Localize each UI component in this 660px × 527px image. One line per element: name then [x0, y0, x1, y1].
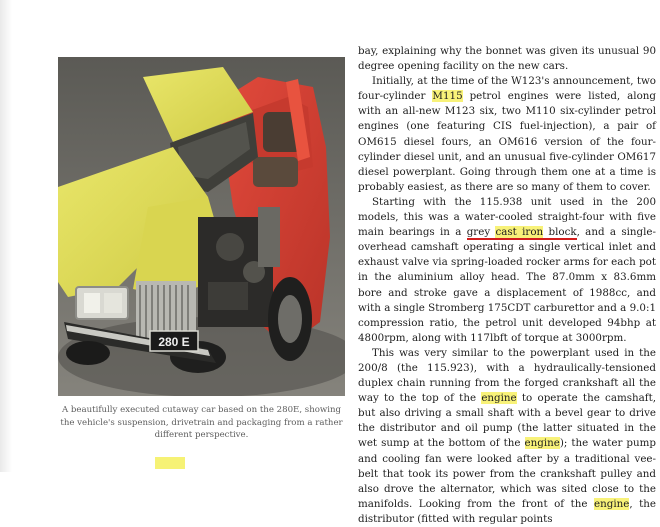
highlighted-term: cast iron	[495, 226, 544, 239]
highlighted-term: M115	[432, 90, 463, 103]
page-gutter-shadow	[0, 0, 12, 472]
highlighted-term: engine	[594, 497, 630, 510]
highlighted-term: engine	[524, 437, 560, 450]
text-run: , and a single-overhead camshaft operating a single vertical inlet and exhaust valve via spring-loaded rocker arms for each pot in the aluminium alloy head. The 87.0mm x 83.6mm bore and stroke gave a displacement of 1988cc, and with a single Stromberg 175CDT carburettor and a 9.0:1 compression ratio, the petrol unit developed 94bhp at 4800rpm, along with 117lbft of torque at 3000rpm.	[358, 226, 656, 344]
text-run: Starting with the 115.938 unit used in the 200 models, this was a water-cooled straight-four with five main bearings in a	[358, 195, 656, 239]
text-run: Initially, at the time of the W123's announcement, two four-cylinder	[358, 75, 656, 103]
text-run: , the distributor (fitted with regular points	[358, 497, 656, 525]
number-plate-text: 280 E	[158, 335, 190, 349]
caption-highlight-mark	[155, 457, 185, 469]
article-text-column	[358, 44, 656, 527]
text-run: petrol engines were listed, along with an all-new M123 six, two M110 six-cylinder petrol engines (one featuring CIS fuel-injection), a pair of OM615 diesel fours, an OM616 version of the four-cylinder diesel unit, and an unusual five-cylinder OM617 diesel powerplant. Going through them one at a time is probably easiest, as there are so many of them to cover.	[358, 90, 657, 193]
article-paragraph	[358, 195, 656, 346]
cutaway-car-photo	[58, 57, 345, 396]
text-run: ); the water pump and cooling fan were looked after by a traditional vee-belt that took its power from the crankshaft pulley and also drove the alternator, which was sited close to the manifolds. Looking from the front of the	[358, 437, 656, 510]
text-run: block	[543, 226, 577, 239]
text-run: to operate the camshaft, but also driving a small shaft with a bevel gear to drive the distributor and oil pump (the latter situated in the wet sump at the bottom of the	[358, 392, 656, 450]
text-run: grey	[466, 226, 496, 239]
text-run: bay, explaining why the bonnet was given its unusual 90 degree opening facility on the new cars.	[358, 45, 656, 73]
text-run: This was very similar to the powerplant used in the 200/8 (the 115.923), with a hydraulically-tensioned duplex chain running from the forged crankshaft all the way to the top of the	[358, 346, 656, 405]
photo-caption: A beautifully executed cutaway car based on the 280E, showing the vehicle's suspension, drivetrain and packaging from a rather different perspective.	[60, 405, 343, 441]
article-paragraph	[358, 44, 656, 74]
article-paragraph	[358, 74, 656, 195]
article-paragraph	[358, 346, 656, 527]
highlighted-term: engine	[481, 392, 517, 405]
